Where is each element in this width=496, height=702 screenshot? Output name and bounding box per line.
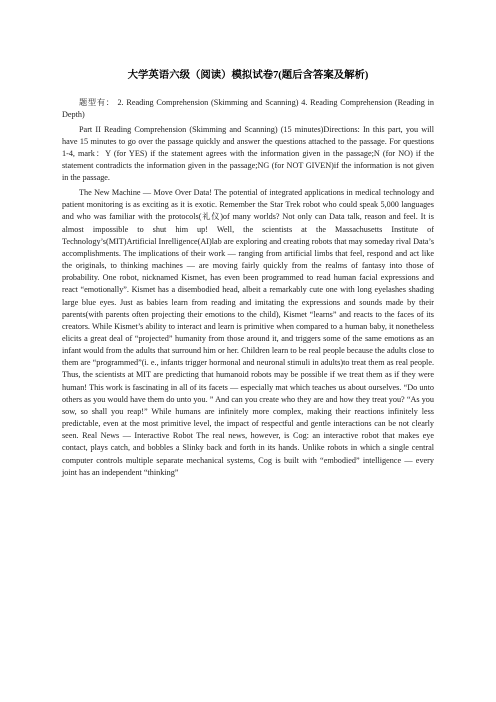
document-title: 大学英语六级（阅读）模拟试卷7(题后含答案及解析)	[127, 70, 369, 81]
document-body	[62, 97, 434, 481]
passage-paragraph: The New Machine — Move Over Data! The potential of integrated applications in medical technology and patient monitoring is as exciting as it is exotic. Remember the Star Trek robot who could speak 5,000 languages and who was familiar with the protocols(礼仪)of many worlds? Not only can Data talk, reason and feel. It is almost impossible to shut him up! Well, the scientists at the Massachusetts Institute of Technology’s(MIT)Artificial Inrelligence(AI)lab are exploring and creating robots that may someday rival Data’s accomplishments. The implications of their work — ranging from artificial limbs that feel, respond and act like the originals, to thinking machines — are moving fairly quickly from the realms of fantasy into those of probability. One robot, nicknamed Kismet, has even been programmed to read human facial expressions and react “emotionally”. Kismet has a disembodied head, albeit a remarkably cute one with long eyelashes shading large blue eyes. Just as babies learn from reading and imitating the expressions and sounds made by their parents(with parents often projecting their emotions to the child), Kismet “learns” and reacts to the faces of its creators. While Kismet’s ability to interact and learn is primitive when compared to a human baby, it nonetheless elicits a great deal of “projected” humanity from those around it, and triggers some of the same emotions as an infant would from the adults that surround him or her. Children learn to be real people because the adults close to them are “programmed”(i. e., infants trigger hormonal and neuronal stimuli in adults)to treat them as real people. Thus, the scientists at MIT are predicting that humanoid robots may be possible if we treat them as if they were human! This work is fascinating in all of its facets — especially mat which teaches us about ourselves. “Do unto others as you would have them do unto you. ” And can you create who they are and how they treat you? “As you sow, so shall you reap!” While humans are infinitely more complex, making their reactions infinitely less predictable, even at the most primitive level, the impact of respectful and gentle interactions can be not clearly seen. Real News — Interactive Robot The real news, however, is Cog: an interactive robot that makes eye contact, plays catch, and bobbles a Slinky back and forth in its hands. Unlike robots in which a single central computer controls multiple separate mechanical systems, Cog is built with “embodied” intelligence — every joint has an independent “thinking”	[62, 188, 434, 477]
question-types: 题型有： 2. Reading Comprehension (Skimming and Scanning) 4. Reading Comprehension (Reading in Depth)	[62, 98, 434, 120]
directions-paragraph: Part II Reading Comprehension (Skimming and Scanning) (15 minutes)Directions: In this part, you will have 15 minutes to go over the passage quickly and answer the questions attached to the passage. For questions 1-4, mark：Y (for YES) if the statement agrees with the information given in the passage;N (for NO) if the statement contradicts the information given in the passage;NG (for NOT GIVEN)if the information is not given in the passage.	[62, 124, 434, 183]
